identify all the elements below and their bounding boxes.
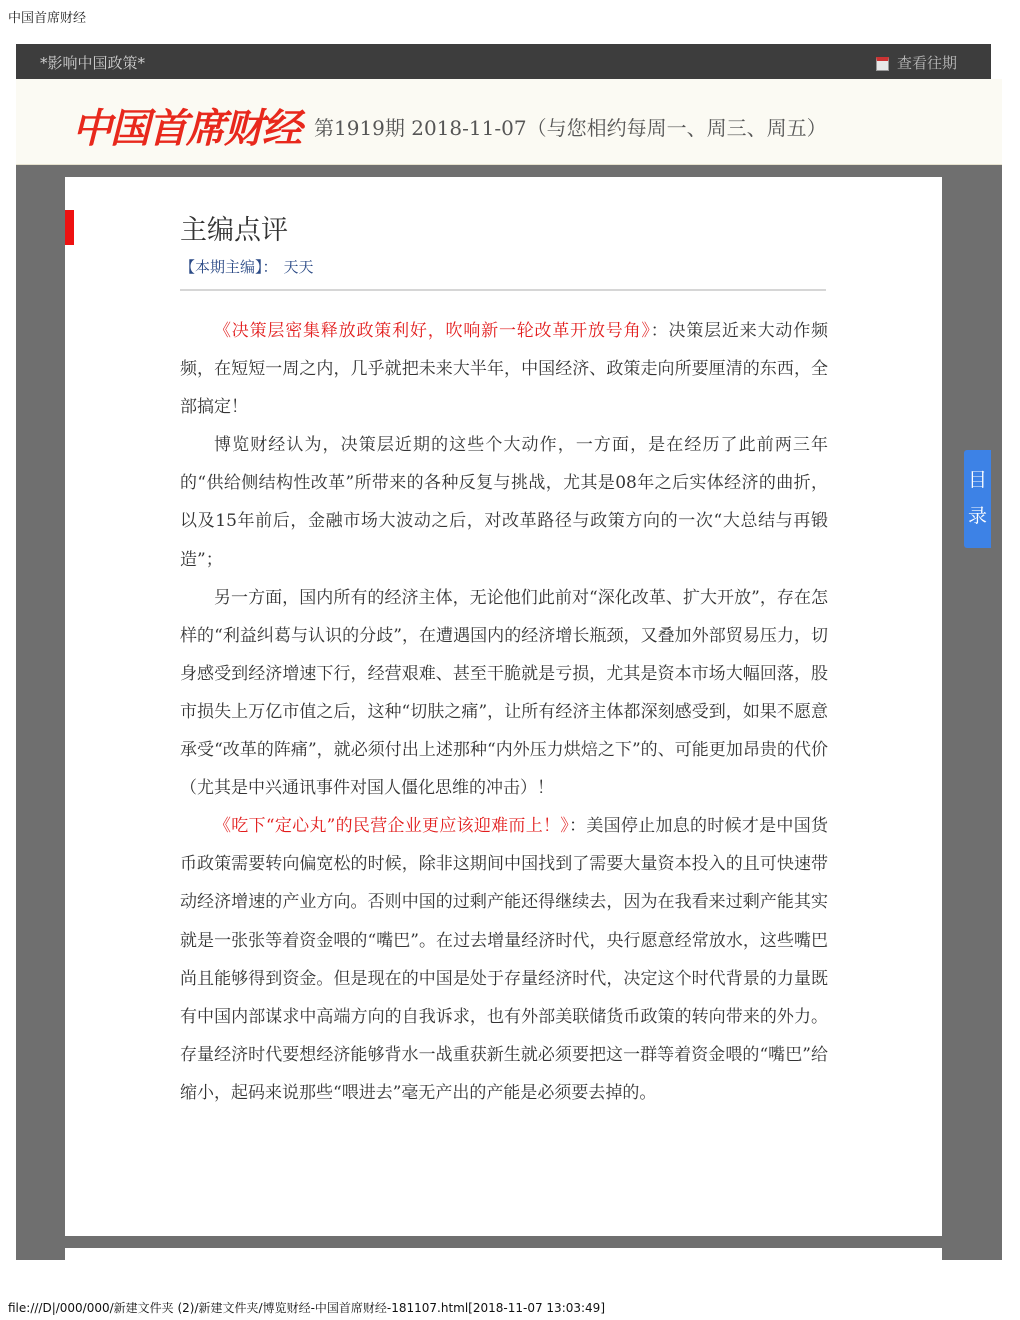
article-body [180,312,828,1112]
view-history-label: 查看往期 [896,54,957,72]
top-bar [16,44,991,79]
article-link-1[interactable]: 《决策层密集释放政策利好，吹响新一轮改革开放号角》 [214,321,651,341]
next-card [65,1248,942,1260]
site-header [16,79,1002,165]
slogan-text: *影响中国政策* [40,54,146,72]
toc-tab-line1: 目 [967,469,987,491]
paragraph-4 [180,807,828,1112]
print-page-title: 中国首席财经 [8,11,87,26]
toc-tab[interactable] [964,450,991,548]
paragraph-2: 博览财经认为，决策层近期的这些个大动作，一方面，是在经历了此前两三年的“供给侧结构性改革”所带来的各种反复与挑战，尤其是08年之后实体经济的曲折，以及15年前后，金融市场大波动之后，对改革路径与政策方向的一次“大总结与再锻造”； [180,435,828,570]
paragraph-1-text: ：决策层近来大动作频频，在短短一周之内，几乎就把未来大半年，中国经济、政策走向所要厘清的东西，全部搞定！ [180,321,829,418]
print-footer: file:///D|/000/000/新建文件夹 (2)/新建文件夹/博览财经-中国首席财经-181107.html[2018-11-07 13:03:49] [8,1301,605,1315]
section-title: 主编点评 [180,215,288,246]
site-logo[interactable]: 中国首席财经 [72,106,300,152]
paragraph-1 [180,312,828,426]
section-divider [180,289,826,291]
editor-name: 天天 [283,258,314,276]
toc-tab-line2: 录 [967,505,987,527]
section-marker [65,210,74,245]
article-link-2[interactable]: 《吃下“定心丸”的民营企业更应该迎难而上！》 [214,816,570,837]
issue-info: 第1919期 2018-11-07（与您相约每周一、周三、周五） [314,116,827,140]
paragraph-3: 另一方面，国内所有的经济主体，无论他们此前对“深化改革、扩大开放”，存在怎样的“利益纠葛与认识的分歧”，在遭遇国内的经济增长瓶颈，又叠加外部贸易压力，切身感受到经济增速下行，经营艰难、甚至干脆就是亏损，尤其是资本市场大幅回落，股市损失上万亿市值之后，这种“切肤之痛”，让所有经济主体都深刻感受到，如果不愿意承受“改革的阵痛”，就必须付出上述那种“内外压力烘焙之下”的、可能更加昂贵的代价（尤其是中兴通讯事件对国人僵化思维的冲击）！ [180,587,828,799]
view-history-link[interactable] [876,52,957,73]
editor-label: 【本期主编】： [180,258,278,276]
editor-line [180,256,314,277]
calendar-icon [876,57,889,71]
paragraph-4-text: ：美国停止加息的时候才是中国货币政策需要转向偏宽松的时候，除非这期间中国找到了需要大量资本投入的且可快速带动经济增速的产业方向。否则中国的过剩产能还得继续去，因为在我看来过剩产能其实就是一张张等着资金喂的“嘴巴”。在过去增量经济时代，央行愿意经常放水，这些嘴巴尚且能够得到资金。但是现在的中国是处于存量经济时代，决定这个时代背景的力量既有中国内部谋求中高端方向的自我诉求，也有外部美联储货币政策的转向带来的外力。存量经济时代要想经济能够背水一战重获新生就必须要把这一群等着资金喂的“嘴巴”给缩小，起码来说那些“喂进去”毫无产出的产能是必须要去掉的。 [180,816,828,1103]
